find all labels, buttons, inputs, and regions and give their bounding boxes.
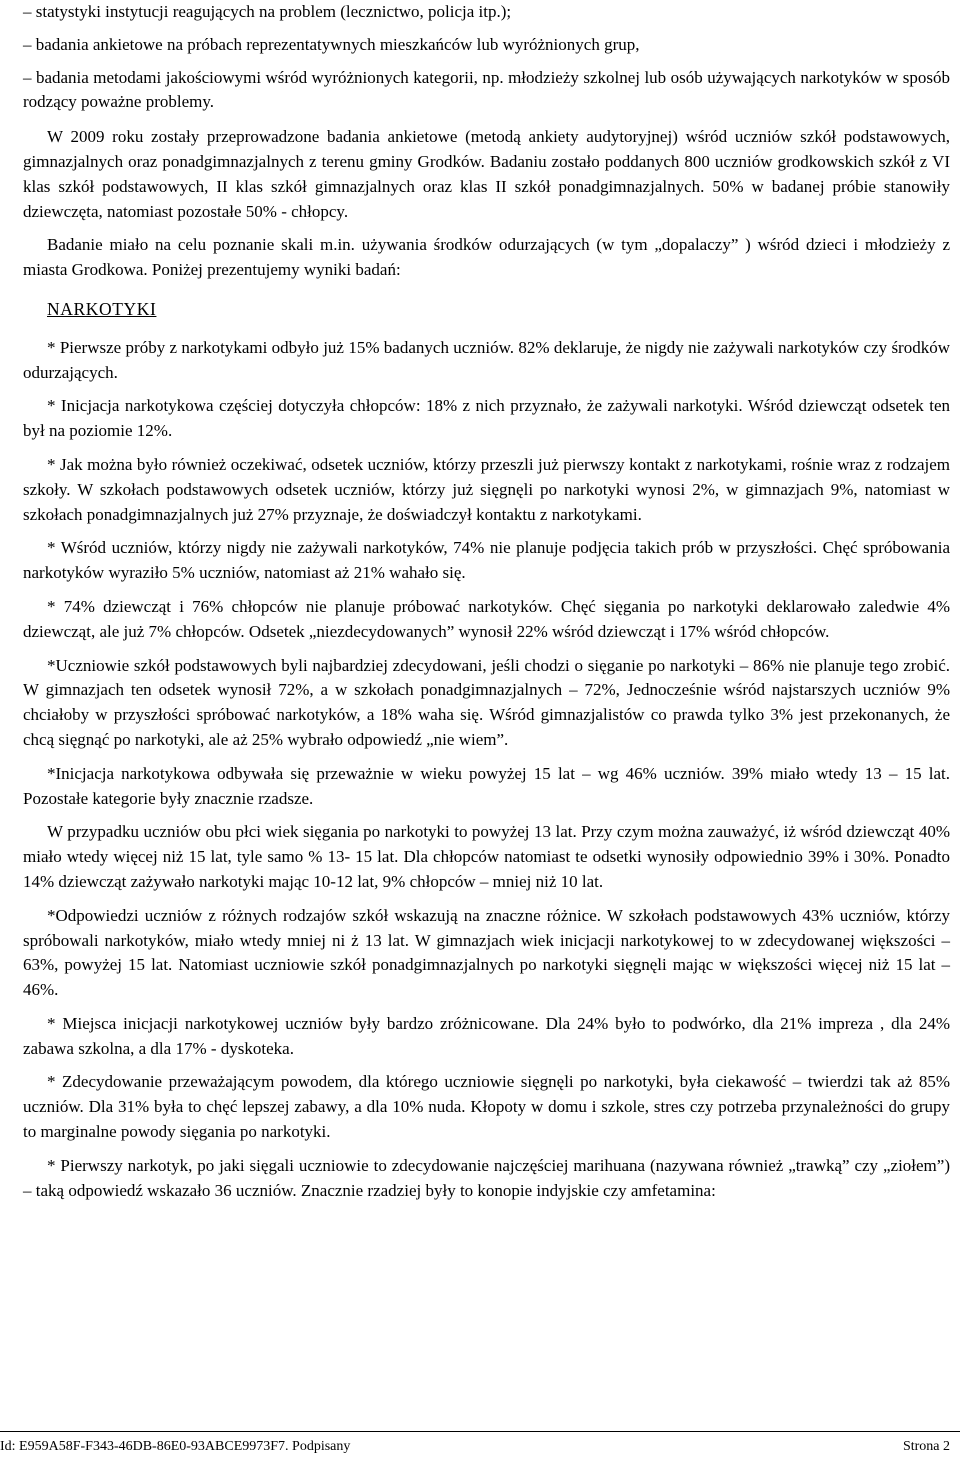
finding-paragraph: * Zdecydowanie przeważającym powodem, dla którego uczniowie sięgnęli po narkotyki, była ciekawość – twierdzi tak aż 85% uczniów. Dla 31% była to chęć lepszej zabawy, a dla 10% nuda. Kłopoty w domu i szkole, stres czy potrzeba przynależności do grupy to marginalne powody sięgania po narkotyki. <box>23 1072 950 1142</box>
finding-paragraph: * Pierwszy narkotyk, po jaki sięgali uczniowie to zdecydowanie najczęściej marihuana (nazywana również „trawką” czy „ziołem”) – taką odpowiedź wskazało 36 uczniów. Znacznie rzadziej były to konopie indyjskie czy amfetamina: <box>23 1155 950 1200</box>
finding-paragraph: *Uczniowie szkół podstawowych byli najbardziej zdecydowani, jeśli chodzi o sięganie po narkotyki – 86% nie planuje tego zrobić. W gimnazjach ten odsetek wynosił 72%, a w szkołach ponadgimnazjalnych – 72%, Jednocześnie wśród najstarszych uczniów 9% chciałoby w przyszłości spróbować narkotyków, a 18% waha się. Wśród gimnazjalistów co prawda tylko 3% jest przekonanych, że chcą sięgnąć po narkotyki, ale aż 25% wybrało odpowiedź „nie wiem”. <box>23 655 950 749</box>
finding-paragraph: * Inicjacja narkotykowa częściej dotyczyła chłopców: 18% z nich przyznało, że zażywali narkotyki. Wśród dziewcząt odsetek ten był na poziomie 12%. <box>23 396 950 441</box>
list-item: – badania metodami jakościowymi wśród wyróżnionych kategorii, np. młodzieży szkolnej lub osób używających narkotyków w sposób rodzący poważne problemy. <box>23 67 950 112</box>
finding-paragraph: * Pierwsze próby z narkotykami odbyło już 15% badanych uczniów. 82% deklaruje, że nigdy nie zażywali narkotyków czy środków odurzających. <box>23 337 950 382</box>
document-id: Id: E959A58F-F343-46DB-86E0-93ABCE9973F7. Podpisany <box>0 1439 351 1454</box>
finding-paragraph: *Inicjacja narkotykowa odbywała się przeważnie w wieku powyżej 15 lat – wg 46% uczniów. 39% miało wtedy 13 – 15 lat. Pozostałe kategorie były znacznie rzadsze. <box>23 763 950 808</box>
document-body <box>23 0 950 1203</box>
finding-paragraph: * 74% dziewcząt i 76% chłopców nie planuje próbować narkotyków. Chęć sięgania po narkotyki deklarowało zaledwie 4% dziewcząt, ale już 7% chłopców. Odsetek „niezdecydowanych” wynosił 22% wśród dziewcząt i 17% wśród chłopców. <box>23 596 950 641</box>
finding-paragraph: W przypadku uczniów obu płci wiek sięgania po narkotyki to powyżej 13 lat. Przy czym można zauważyć, iż wśród dziewcząt 40% miało wtedy więcej niż 15 lat, tyle samo % 13- 15 lat. Dla chłopców natomiast te odsetki wynosiły odpowiednio 39% i 30%. Ponadto 14% dziewcząt zażywało narkotyki mając 10-12 lat, 9% chłopców – mniej niż 10 lat. <box>23 822 950 891</box>
page-number: Strona 2 <box>902 1439 950 1454</box>
list-item: – badania ankietowe na próbach reprezentatywnych mieszkańców lub wyróżnionych grup, <box>23 34 640 54</box>
intro-paragraph: Badanie miało na celu poznanie skali m.in. używania środków odurzających (w tym „dopalaczy” ) wśród dzieci i młodzieży z miasta Grodkowa. Poniżej prezentujemy wyniki badań: <box>23 235 950 280</box>
footer-divider <box>0 1431 960 1432</box>
finding-paragraph: * Wśród uczniów, którzy nigdy nie zażywali narkotyków, 74% nie planuje podjęcia takich prób w przyszłości. Chęć spróbowania narkotyków wyraziło 5% uczniów, natomiast aż 21% wahało się. <box>23 538 950 583</box>
finding-paragraph: * Jak można było również oczekiwać, odsetek uczniów, którzy przeszli już pierwszy kontakt z narkotykami, rośnie wraz z rodzajem szkoły. W szkołach podstawowych odsetek uczniów, którzy już sięgnęli po narkotyki wynosi 2%, w gimnazjach 9%, natomiast w szkołach ponadgimnazjalnych już 27% przyznaje, że doświadczył kontaktu z narkotykami. <box>23 454 950 524</box>
section-heading: NARKOTYKI <box>47 298 157 319</box>
list-item: – statystyki instytucji reagujących na problem (lecznictwo, policja itp.); <box>23 2 512 21</box>
finding-paragraph: *Odpowiedzi uczniów z różnych rodzajów szkół wskazują na znaczne różnice. W szkołach podstawowych 43% uczniów, którzy spróbowali narkotyków, miało wtedy mniej ni ż 13 lat. W gimnazjach wiek inicjacji narkotykowej to w zdecydowanej większości – 63%, powyżej 15 lat. Natomiast uczniowie szkół ponadgimnazjalnych po narkotyki sięgnęli mając w większości więcej niż 15 lat – 46%. <box>23 905 950 1000</box>
intro-paragraph: W 2009 roku zostały przeprowadzone badania ankietowe (metodą ankiety audytoryjnej) wśród uczniów szkół podstawowych, gimnazjalnych oraz ponadgimnazjalnych z terenu gminy Grodków. Badaniu zostało poddanych 800 uczniów grodkowskich szkół z VI klas szkół podstawowych, II klas szkół gimnazjalnych oraz klas II szkół ponadgimnazjalnych. 50% w badanej próbie stanowiły dziewczęta, natomiast pozostałe 50% - chłopcy. <box>23 127 950 221</box>
finding-paragraph: * Miejsca inicjacji narkotykowej uczniów były bardzo zróżnicowane. Dla 24% było to podwórko, dla 21% impreza , dla 24% zabawa szkolna, a dla 17% - dyskoteka. <box>23 1013 950 1058</box>
